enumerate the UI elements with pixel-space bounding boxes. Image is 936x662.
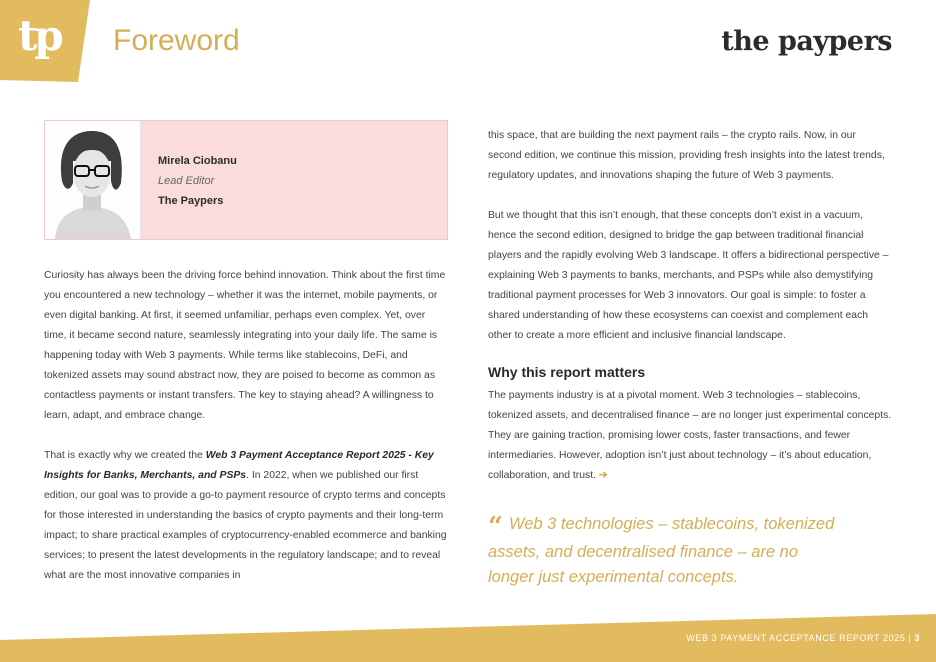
quote-mark-icon: “: [488, 512, 503, 542]
footer-band: [0, 600, 936, 662]
right-paragraph-3: [488, 386, 892, 486]
footer-shape: [0, 600, 936, 662]
report-title: Web 3 Payment Acceptance Report 2025 - Key Insights for Banks, Merchants, and PSPs: [44, 450, 434, 481]
brand-logo: the paypers: [721, 26, 892, 57]
right-paragraph-3-text: The payments industry is at a pivotal moment. Web 3 technologies – stablecoins, tokenized assets, and decentralised finance – are no longer just experimental concepts. They are gaining traction, promising lower costs, faster transactions, and fewer intermediaries. However, adoption isn’t just about technology – it’s about education, collaboration, and trust.: [488, 390, 892, 481]
footer-text: [686, 633, 920, 643]
author-card: [44, 120, 448, 240]
left-paragraph-2-rest: . In 2022, when we published our first edition, our goal was to provide a go-to payment resource of crypto terms and concepts for those interested in understanding the basics of crypto payments and their long-term impact; to share practical examples of cryptocurrency-enabled ecommerce and banking services; to present the latest developments in the regulatory landscape; and to reveal what are the most innovative companies in: [44, 470, 447, 581]
continue-arrow-icon: ➔: [598, 470, 608, 481]
footer-separator: |: [908, 633, 912, 643]
right-paragraph-1: this space, that are building the next payment rails – the crypto rails. Now, in our second edition, we continue this mission, providing fresh insights into the latest trends, regulatory updates, and innovations shaping the future of Web 3 payments.: [488, 130, 885, 181]
author-role: Lead Editor: [158, 175, 215, 187]
pull-quote-text: Web 3 technologies – stablecoins, tokenized assets, and decentralised finance – are no longer just experimental concepts.: [488, 515, 835, 586]
page-title: Foreword: [113, 24, 240, 57]
page-number: 3: [914, 633, 920, 643]
corner-logo: [0, 0, 90, 82]
report-name: WEB 3 PAYMENT ACCEPTANCE REPORT 2025: [686, 633, 906, 643]
author-organization: The Paypers: [158, 195, 224, 207]
right-paragraph-2: But we thought that this isn’t enough, that these concepts don’t exist in a vacuum, hence the second edition, designed to bridge the gap between traditional financial players and the rapidly evolving Web 3 landscape. It offers a bidirectional perspective – explaining Web 3 payments to banks, merchants, and PSPs while also demystifying traditional payment processes for Web 3 innovators. Our goal is simple: to foster a shared understanding of how these ecosystems can coexist and complement each other to create a more efficient and inclusive financial landscape.: [488, 210, 889, 341]
section-subheading: Why this report matters: [488, 364, 646, 380]
pull-quote: [488, 512, 848, 590]
left-paragraph-2: [44, 446, 448, 586]
left-paragraph-2-lead: That is exactly why we created the: [44, 450, 206, 461]
left-paragraph-1: Curiosity has always been the driving force behind innovation. Think about the first time you encountered a new technology – whether it was the internet, mobile payments, or even digital banking. At first, it seemed unfamiliar, perhaps even complex. Yet, over time, it became second nature, seamlessly integrating into your daily life. The same is happening today with Web 3 payments. While terms like stablecoins, DeFi, and tokenized assets may sound abstract now, they are poised to become as common as contactless payments or instant transfers. The key to staying ahead? A willingness to learn, adapt, and embrace change.: [44, 270, 446, 421]
author-info: [158, 151, 237, 211]
author-name: Mirela Ciobanu: [158, 155, 237, 167]
author-photo: [45, 121, 141, 239]
logo-mark: tp: [18, 11, 61, 60]
